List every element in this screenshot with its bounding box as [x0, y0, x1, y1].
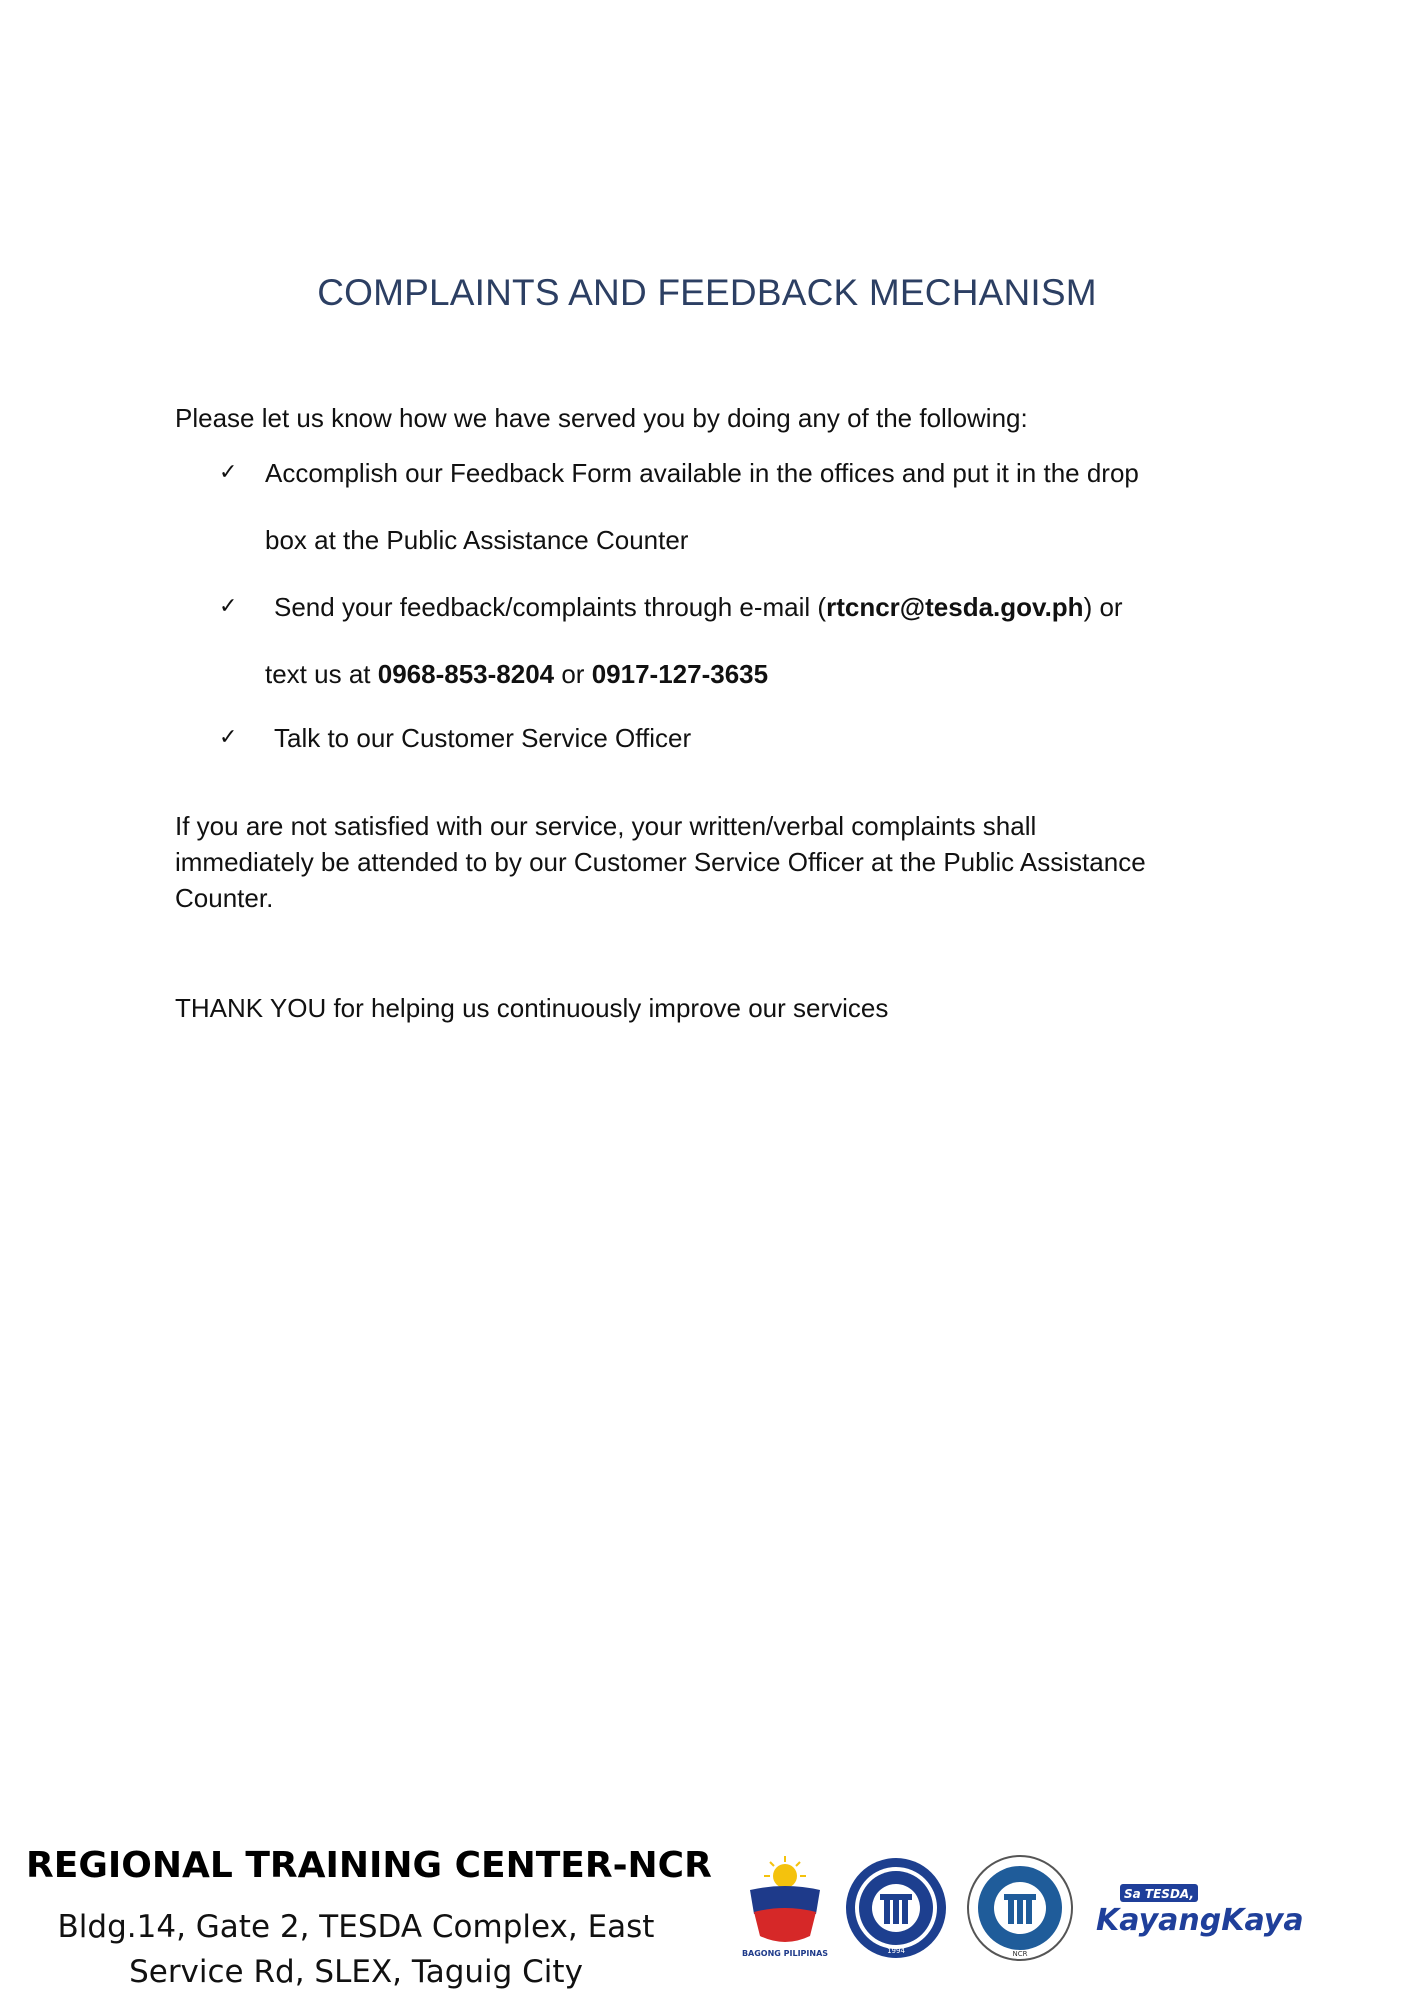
- item-line: box at the Public Assistance Counter: [265, 525, 689, 555]
- footer-org-name: REGIONAL TRAINING CENTER-NCR: [26, 1845, 712, 1886]
- check-icon: ✓: [219, 594, 238, 619]
- intro-text: Please let us know how we have served you by doing any of the following:: [175, 403, 1028, 433]
- item-line: text us at 0968-853-8204 or 0917-127-3635: [265, 659, 769, 689]
- svg-text:1994: 1994: [887, 1947, 905, 1955]
- paragraph-line: Counter.: [175, 883, 274, 913]
- kayang-kaya-slogan-logo: [1090, 1882, 1330, 1942]
- thank-you-text: THANK YOU for helping us continuously improve our services: [175, 993, 889, 1023]
- email-address[interactable]: rtcncr@tesda.gov.ph: [826, 592, 1084, 622]
- svg-text:NCR: NCR: [1012, 1950, 1028, 1958]
- rtc-ncr-seal-logo: [966, 1854, 1074, 1962]
- svg-text:Sa TESDA,: Sa TESDA,: [1124, 1887, 1194, 1901]
- complaints-paragraph: [175, 808, 1275, 916]
- phone-number: 0968-853-8204: [377, 659, 555, 689]
- item-line: Talk to our Customer Service Officer: [274, 723, 692, 753]
- item-line: Send your feedback/complaints through e-mail (rtcncr@tesda.gov.ph) or: [274, 592, 1123, 622]
- footer-address: [26, 1905, 686, 1995]
- paragraph-line: If you are not satisfied with our service, your written/verbal complaints shall: [175, 811, 1037, 841]
- address-line: Bldg.14, Gate 2, TESDA Complex, East: [57, 1909, 655, 1945]
- check-icon: ✓: [219, 460, 238, 485]
- footer-logos: [740, 1852, 1340, 1962]
- paragraph-line: immediately be attended to by our Customer Service Officer at the Public Assistance: [175, 847, 1146, 877]
- phone-number: 0917-127-3635: [591, 659, 769, 689]
- address-line: Service Rd, SLEX, Taguig City: [129, 1954, 583, 1990]
- check-icon: ✓: [219, 725, 238, 750]
- page-title: COMPLAINTS AND FEEDBACK MECHANISM: [317, 272, 1097, 313]
- bagong-pilipinas-logo: [740, 1852, 830, 1962]
- tesda-seal-logo: [844, 1856, 948, 1960]
- item-line: Accomplish our Feedback Form available in the offices and put it in the drop: [265, 458, 1139, 488]
- svg-text:KayangKaya: KayangKaya: [1096, 1903, 1304, 1938]
- svg-text:BAGONG PILIPINAS: BAGONG PILIPINAS: [741, 1949, 829, 1958]
